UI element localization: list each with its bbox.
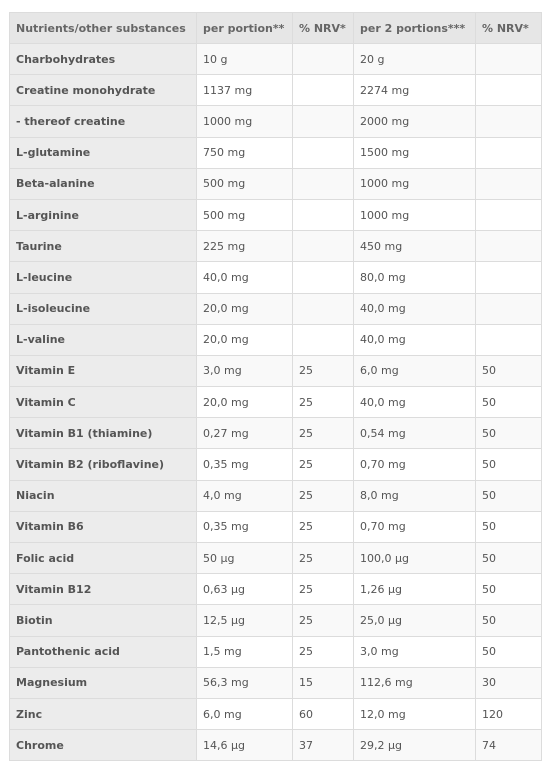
nrv-portion-value: 25: [293, 543, 354, 574]
nrv-2-portions-value: 50: [476, 543, 542, 574]
per-portion-value: 0,35 mg: [197, 511, 293, 542]
nrv-2-portions-value: 50: [476, 605, 542, 636]
per-portion-value: 10 g: [197, 44, 293, 75]
nrv-portion-value: 25: [293, 605, 354, 636]
table-row: [10, 511, 542, 542]
per-portion-value: 20,0 mg: [197, 324, 293, 355]
nrv-portion-value: 25: [293, 418, 354, 449]
table-header: [10, 13, 542, 44]
per-2-portions-value: 29,2 µg: [354, 730, 476, 761]
nutrient-name: Chrome: [10, 730, 197, 761]
per-2-portions-value: 1000 mg: [354, 199, 476, 230]
nutrient-name: Pantothenic acid: [10, 636, 197, 667]
nrv-portion-value: 37: [293, 730, 354, 761]
per-portion-value: 6,0 mg: [197, 698, 293, 729]
table-row: [10, 355, 542, 386]
nrv-2-portions-value: [476, 168, 542, 199]
nrv-2-portions-value: 50: [476, 511, 542, 542]
table-row: [10, 106, 542, 137]
per-2-portions-value: 2274 mg: [354, 75, 476, 106]
nrv-2-portions-value: [476, 262, 542, 293]
nutrient-name: Beta-alanine: [10, 168, 197, 199]
per-2-portions-value: 100,0 µg: [354, 543, 476, 574]
nutrient-name: Zinc: [10, 698, 197, 729]
nrv-2-portions-value: 50: [476, 449, 542, 480]
table-row: [10, 387, 542, 418]
per-2-portions-value: 450 mg: [354, 231, 476, 262]
nrv-2-portions-value: [476, 106, 542, 137]
nrv-2-portions-value: 50: [476, 418, 542, 449]
per-portion-value: 4,0 mg: [197, 480, 293, 511]
per-portion-value: 0,27 mg: [197, 418, 293, 449]
nrv-2-portions-value: 50: [476, 355, 542, 386]
table-row: [10, 262, 542, 293]
per-portion-value: 56,3 mg: [197, 667, 293, 698]
table-row: [10, 574, 542, 605]
table-row: [10, 543, 542, 574]
header-nrv-portion: % NRV*: [293, 13, 354, 44]
per-2-portions-value: 8,0 mg: [354, 480, 476, 511]
nrv-portion-value: 25: [293, 355, 354, 386]
table-row: [10, 168, 542, 199]
nrv-portion-value: [293, 262, 354, 293]
table-row: [10, 636, 542, 667]
per-2-portions-value: 112,6 mg: [354, 667, 476, 698]
nrv-portion-value: [293, 75, 354, 106]
nutrient-name: Charbohydrates: [10, 44, 197, 75]
per-2-portions-value: 3,0 mg: [354, 636, 476, 667]
nrv-portion-value: [293, 106, 354, 137]
per-portion-value: 500 mg: [197, 199, 293, 230]
nrv-portion-value: [293, 231, 354, 262]
nrv-portion-value: 15: [293, 667, 354, 698]
table-row: [10, 293, 542, 324]
header-nrv-2-portions: % NRV*: [476, 13, 542, 44]
nrv-portion-value: 25: [293, 480, 354, 511]
nutrient-name: Vitamin B12: [10, 574, 197, 605]
nutrient-name: Vitamin B1 (thiamine): [10, 418, 197, 449]
nrv-2-portions-value: [476, 44, 542, 75]
nrv-portion-value: [293, 199, 354, 230]
nrv-portion-value: 25: [293, 511, 354, 542]
nrv-2-portions-value: 50: [476, 636, 542, 667]
nutrient-name: L-isoleucine: [10, 293, 197, 324]
nrv-portion-value: [293, 44, 354, 75]
table-row: [10, 199, 542, 230]
nrv-2-portions-value: 50: [476, 480, 542, 511]
table-row: [10, 449, 542, 480]
per-2-portions-value: 12,0 mg: [354, 698, 476, 729]
table-body: [10, 44, 542, 761]
nrv-portion-value: 25: [293, 574, 354, 605]
table-row: [10, 231, 542, 262]
per-2-portions-value: 2000 mg: [354, 106, 476, 137]
per-portion-value: 3,0 mg: [197, 355, 293, 386]
nrv-2-portions-value: 50: [476, 387, 542, 418]
per-2-portions-value: 40,0 mg: [354, 324, 476, 355]
nutrient-name: Folic acid: [10, 543, 197, 574]
nrv-2-portions-value: [476, 324, 542, 355]
nutrient-name: Creatine monohydrate: [10, 75, 197, 106]
nrv-portion-value: [293, 324, 354, 355]
table-row: [10, 730, 542, 761]
nrv-portion-value: 25: [293, 449, 354, 480]
per-2-portions-value: 0,54 mg: [354, 418, 476, 449]
per-2-portions-value: 6,0 mg: [354, 355, 476, 386]
nutrient-name: Biotin: [10, 605, 197, 636]
nrv-2-portions-value: 50: [476, 574, 542, 605]
table-row: [10, 480, 542, 511]
nrv-2-portions-value: [476, 75, 542, 106]
per-2-portions-value: 0,70 mg: [354, 449, 476, 480]
nutrient-name: L-leucine: [10, 262, 197, 293]
table-row: [10, 698, 542, 729]
nutrient-name: Magnesium: [10, 667, 197, 698]
per-portion-value: 0,35 mg: [197, 449, 293, 480]
nrv-portion-value: 60: [293, 698, 354, 729]
per-2-portions-value: 1000 mg: [354, 168, 476, 199]
per-portion-value: 1000 mg: [197, 106, 293, 137]
per-2-portions-value: 1,26 µg: [354, 574, 476, 605]
header-nutrient: Nutrients/other substances: [10, 13, 197, 44]
per-2-portions-value: 1500 mg: [354, 137, 476, 168]
per-portion-value: 40,0 mg: [197, 262, 293, 293]
nrv-2-portions-value: [476, 231, 542, 262]
per-2-portions-value: 20 g: [354, 44, 476, 75]
nrv-2-portions-value: [476, 137, 542, 168]
nrv-portion-value: 25: [293, 636, 354, 667]
nrv-portion-value: 25: [293, 387, 354, 418]
per-2-portions-value: 25,0 µg: [354, 605, 476, 636]
nutrient-name: Vitamin E: [10, 355, 197, 386]
nutrient-name: L-valine: [10, 324, 197, 355]
nutrient-name: Vitamin B2 (riboflavine): [10, 449, 197, 480]
nutrition-table-container: [9, 12, 541, 761]
header-per-2-portions: per 2 portions***: [354, 13, 476, 44]
header-per-portion: per portion**: [197, 13, 293, 44]
nutrient-name: - thereof creatine: [10, 106, 197, 137]
table-row: [10, 667, 542, 698]
per-portion-value: 225 mg: [197, 231, 293, 262]
table-row: [10, 44, 542, 75]
nutrient-name: Taurine: [10, 231, 197, 262]
nrv-portion-value: [293, 168, 354, 199]
nutrient-name: L-glutamine: [10, 137, 197, 168]
nrv-2-portions-value: 30: [476, 667, 542, 698]
per-portion-value: 500 mg: [197, 168, 293, 199]
nutrient-name: Vitamin C: [10, 387, 197, 418]
table-row: [10, 75, 542, 106]
nrv-2-portions-value: [476, 293, 542, 324]
nrv-portion-value: [293, 293, 354, 324]
per-2-portions-value: 40,0 mg: [354, 387, 476, 418]
per-portion-value: 1137 mg: [197, 75, 293, 106]
nutrition-table: [9, 12, 542, 761]
per-portion-value: 14,6 µg: [197, 730, 293, 761]
per-portion-value: 20,0 mg: [197, 293, 293, 324]
header-row: [10, 13, 542, 44]
per-portion-value: 20,0 mg: [197, 387, 293, 418]
nutrient-name: Niacin: [10, 480, 197, 511]
per-portion-value: 12,5 µg: [197, 605, 293, 636]
table-row: [10, 324, 542, 355]
per-portion-value: 50 µg: [197, 543, 293, 574]
table-row: [10, 137, 542, 168]
nutrient-name: Vitamin B6: [10, 511, 197, 542]
per-portion-value: 0,63 µg: [197, 574, 293, 605]
per-2-portions-value: 40,0 mg: [354, 293, 476, 324]
per-portion-value: 750 mg: [197, 137, 293, 168]
nrv-2-portions-value: 120: [476, 698, 542, 729]
nrv-portion-value: [293, 137, 354, 168]
nrv-2-portions-value: 74: [476, 730, 542, 761]
table-row: [10, 605, 542, 636]
per-2-portions-value: 0,70 mg: [354, 511, 476, 542]
per-portion-value: 1,5 mg: [197, 636, 293, 667]
table-row: [10, 418, 542, 449]
per-2-portions-value: 80,0 mg: [354, 262, 476, 293]
nrv-2-portions-value: [476, 199, 542, 230]
nutrient-name: L-arginine: [10, 199, 197, 230]
